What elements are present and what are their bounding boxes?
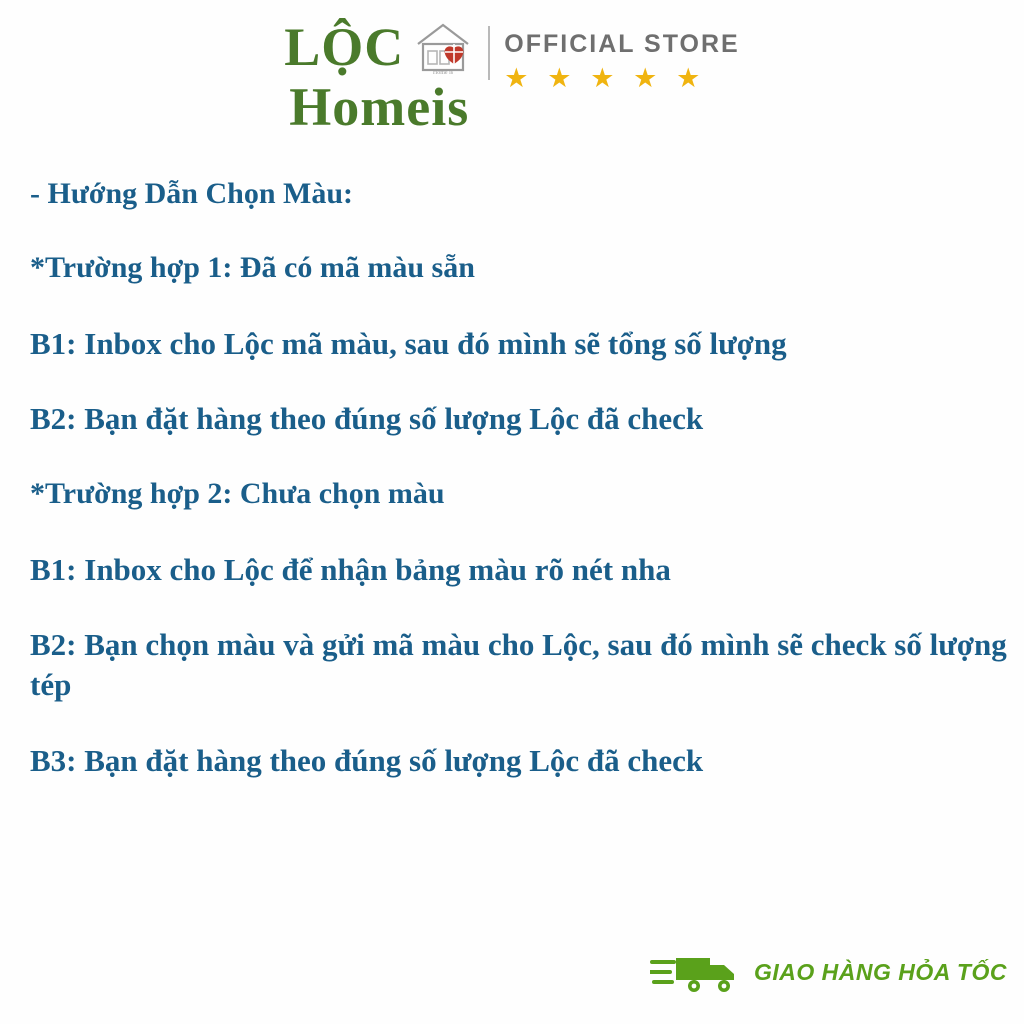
brand-header	[0, 18, 1024, 143]
instruction-line: - Hướng Dẫn Chọn Màu:	[30, 177, 353, 210]
instruction-line: *Trường hợp 2: Chưa chọn màu	[30, 477, 445, 511]
instruction-line: B1: Inbox cho Lộc để nhận bảng màu rõ nét nha	[30, 551, 671, 587]
brand-name	[284, 17, 474, 137]
brand-top-row	[284, 18, 474, 76]
official-store-label: OFFICIAL STORE	[504, 30, 740, 58]
delivery-truck-icon	[650, 948, 742, 996]
instruction-line: B3: Bạn đặt hàng theo đúng số lượng Lộc đã check	[30, 742, 704, 778]
logo-divider	[488, 26, 490, 80]
instruction-line: B2: Bạn đặt hàng theo đúng số lượng Lộc đã check	[30, 401, 704, 437]
instruction-line: *Trường hợp 1: Đã có mã màu sẵn	[30, 251, 475, 285]
shipping-badge	[650, 948, 1007, 996]
instruction-line: B1: Inbox cho Lộc mã màu, sau đó mình sẽ tổng số lượng	[30, 325, 787, 361]
svg-text:Home is: Home is	[433, 70, 454, 76]
instruction-line: B2: Bạn chọn màu và gửi mã màu cho Lộc, sau đó mình sẽ check số lượng tép	[30, 627, 1007, 702]
official-store-block	[504, 30, 739, 92]
rating-stars-icon: ★ ★ ★ ★ ★	[504, 63, 707, 93]
logo-block	[284, 17, 740, 137]
brand-word-loc: LỘC	[284, 17, 405, 77]
shipping-label: GIAO HÀNG HỎA TỐC	[754, 958, 1007, 985]
instructions-body	[30, 175, 1010, 780]
house-logo-icon	[412, 18, 474, 76]
brand-word-homeis: Homeis	[289, 77, 470, 137]
